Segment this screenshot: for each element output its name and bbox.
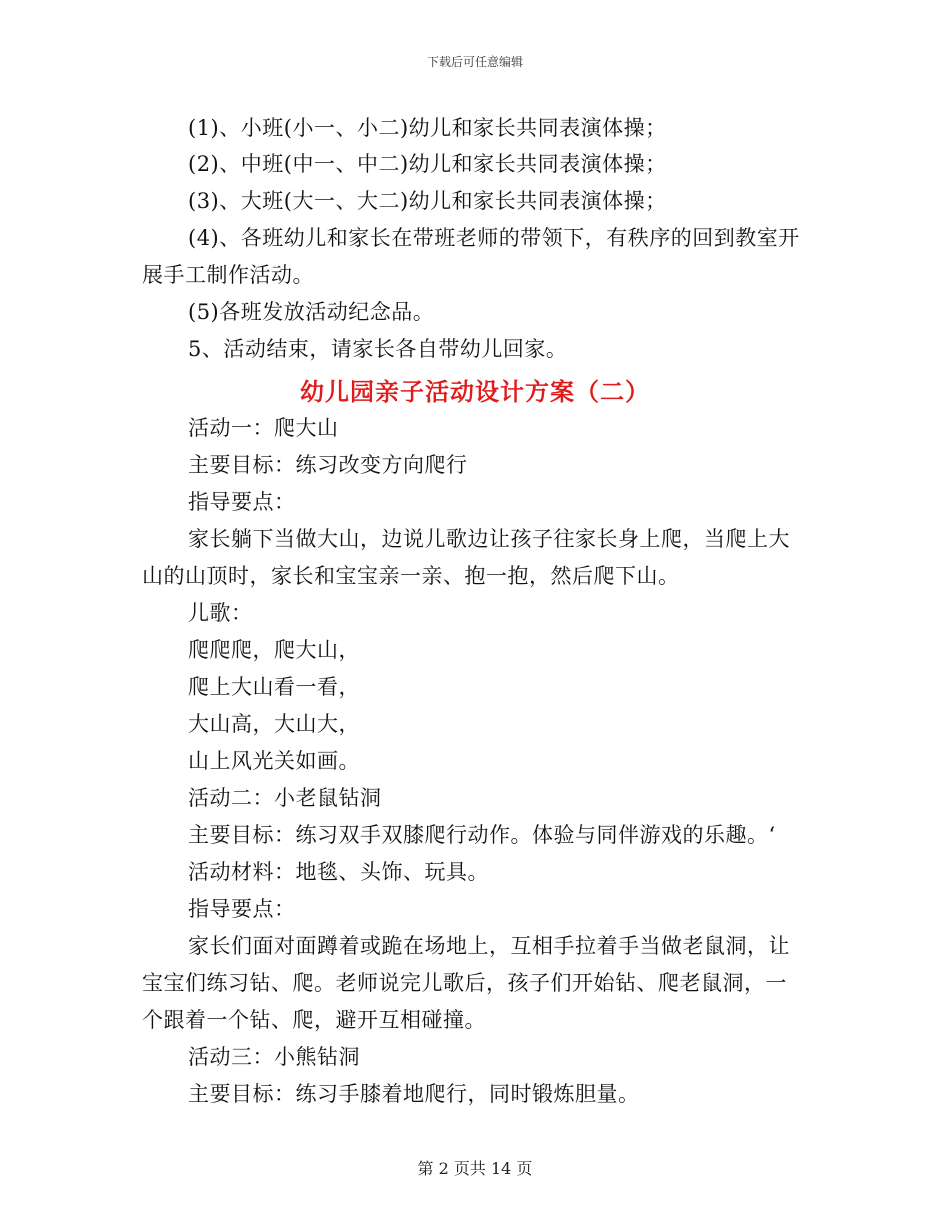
- step-5: 5、活动结束，请家长各自带幼儿回家。: [188, 337, 568, 361]
- list-item-4: (4)、各班幼儿和家长在带班老师的带领下，有秩序的回到教室开: [188, 226, 800, 250]
- song-line-2: 爬上大山看一看，: [188, 675, 360, 699]
- song-line-1: 爬爬爬，爬大山，: [188, 638, 360, 662]
- page-header: 下载后可任意编辑: [426, 55, 523, 69]
- song-line-4: 山上风光关如画。: [188, 749, 360, 773]
- list-item-3: (3)、大班(大一、大二)幼儿和家长共同表演体操；: [188, 189, 667, 213]
- activity-2-guide-text-cont-2: 个跟着一个钻、爬，避开互相碰撞。: [142, 1008, 486, 1032]
- activity-3-goal: 主要目标：练习手膝着地爬行，同时锻炼胆量。: [188, 1082, 640, 1106]
- activity-1-guide-text: 家长躺下当做大山，边说儿歌边让孩子往家长身上爬，当爬上大: [188, 527, 790, 551]
- activity-2-guide-text: 家长们面对面蹲着或跪在场地上，互相手拉着手当做老鼠洞，让: [188, 934, 790, 958]
- song-label: 儿歌：: [188, 601, 253, 625]
- activity-2-materials: 活动材料：地毯、头饰、玩具。: [188, 860, 489, 884]
- activity-1-goal: 主要目标：练习改变方向爬行: [188, 453, 468, 477]
- activity-2-goal: 主要目标：练习双手双膝爬行动作。体验与同伴游戏的乐趣。‘: [188, 823, 776, 847]
- activity-2-guide-label: 指导要点：: [188, 897, 296, 921]
- activity-2-guide-text-cont-1: 宝宝们练习钻、爬。老师说完儿歌后，孩子们开始钻、爬老鼠洞，一: [142, 971, 787, 995]
- list-item-4-cont: 展手工制作活动。: [142, 263, 314, 287]
- activity-3-heading: 活动三：小熊钻洞: [188, 1045, 360, 1069]
- activity-1-guide-label: 指导要点：: [188, 490, 296, 514]
- activity-1-guide-text-cont: 山的山顶时，家长和宝宝亲一亲、抱一抱，然后爬下山。: [142, 564, 680, 588]
- song-line-3: 大山高，大山大，: [188, 712, 360, 736]
- list-item-5: (5)各班发放活动纪念品。: [188, 300, 435, 324]
- activity-1-heading: 活动一：爬大山: [188, 416, 339, 440]
- list-item-1: (1)、小班(小一、小二)幼儿和家长共同表演体操；: [188, 116, 667, 140]
- list-item-2: (2)、中班(中一、中二)幼儿和家长共同表演体操；: [188, 152, 667, 176]
- section-title: 幼儿园亲子活动设计方案（二）: [300, 377, 650, 406]
- activity-2-heading: 活动二：小老鼠钻洞: [188, 786, 382, 810]
- page-footer: 第 2 页共 14 页: [417, 1159, 533, 1178]
